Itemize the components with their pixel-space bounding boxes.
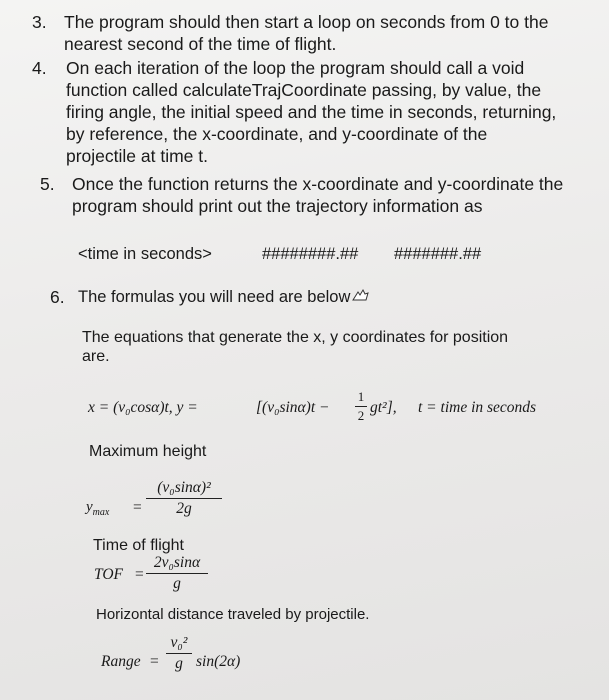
mouse-pointer-icon bbox=[350, 286, 372, 304]
range-label: Horizontal distance traveled by projectile. bbox=[96, 606, 370, 623]
format-x: ########.## bbox=[262, 245, 359, 263]
step-line: nearest second of the time of flight. bbox=[64, 34, 337, 54]
step-line: Once the function returns the x-coordinate and y-coordinate the bbox=[72, 174, 564, 194]
step-line: The program should then start a loop on seconds from 0 to the bbox=[64, 12, 549, 32]
step-line: firing angle, the initial speed and the time in seconds, returning, bbox=[66, 102, 557, 122]
tof-label: Time of flight bbox=[93, 537, 184, 554]
format-y: #######.## bbox=[394, 245, 482, 263]
half-denominator: 2 bbox=[357, 408, 365, 423]
equations-intro-line: are. bbox=[82, 348, 110, 365]
tof-fraction bbox=[146, 554, 208, 593]
tof-numerator: 2v₀sinα bbox=[153, 554, 201, 571]
max-height-label: Maximum height bbox=[89, 443, 207, 460]
range-denominator: g bbox=[175, 655, 183, 672]
eq-half-fraction bbox=[355, 389, 367, 424]
step-line: by reference, the x-coordinate, and y-coordinate of the bbox=[66, 124, 488, 144]
step-number: 6. bbox=[50, 287, 65, 307]
range-lhs: Range bbox=[101, 653, 141, 670]
eq-y-open: [(v₀sinα)t − bbox=[256, 399, 330, 416]
range-fraction bbox=[166, 634, 192, 673]
ymax-denominator: 2g bbox=[176, 500, 192, 517]
eq-t-part: t = time in seconds bbox=[418, 399, 537, 416]
ymax-fraction bbox=[146, 479, 222, 518]
half-numerator: 1 bbox=[357, 389, 365, 404]
step-line: The formulas you will need are below bbox=[78, 288, 351, 306]
fraction-bar bbox=[355, 406, 367, 407]
eq-y-close: gt²], bbox=[370, 399, 397, 416]
fraction-bar bbox=[166, 653, 192, 654]
tof-lhs: TOF bbox=[94, 566, 124, 583]
format-time: <time in seconds> bbox=[78, 245, 212, 263]
step-line: On each iteration of the loop the program should call a void bbox=[66, 58, 525, 78]
equations-intro-line: The equations that generate the x, y coordinates for position bbox=[82, 329, 509, 346]
fraction-bar bbox=[146, 573, 208, 574]
step-number: 5. bbox=[40, 174, 55, 194]
step-number: 3. bbox=[32, 12, 47, 32]
range-equals: = bbox=[150, 653, 159, 670]
eq-x-part: x = (v₀cosα)t, y = bbox=[88, 399, 198, 416]
ymax-numerator: (v₀sinα)² bbox=[157, 479, 211, 496]
ymax-subscript: max bbox=[92, 507, 110, 518]
ymax-symbol: y bbox=[86, 499, 93, 515]
range-numerator: v₀² bbox=[170, 634, 188, 651]
step-number: 4. bbox=[32, 58, 47, 78]
ymax-lhs bbox=[86, 499, 109, 518]
ymax-equals: = bbox=[133, 499, 142, 516]
step-line: function called calculateTrajCoordinate passing, by value, the bbox=[66, 80, 542, 100]
tof-denominator: g bbox=[173, 575, 181, 592]
step-line: program should print out the trajectory information as bbox=[72, 196, 483, 216]
tof-equals: = bbox=[135, 566, 144, 583]
step-line: projectile at time t. bbox=[66, 146, 208, 166]
range-rhs: sin(2α) bbox=[196, 653, 241, 670]
fraction-bar bbox=[146, 498, 222, 499]
